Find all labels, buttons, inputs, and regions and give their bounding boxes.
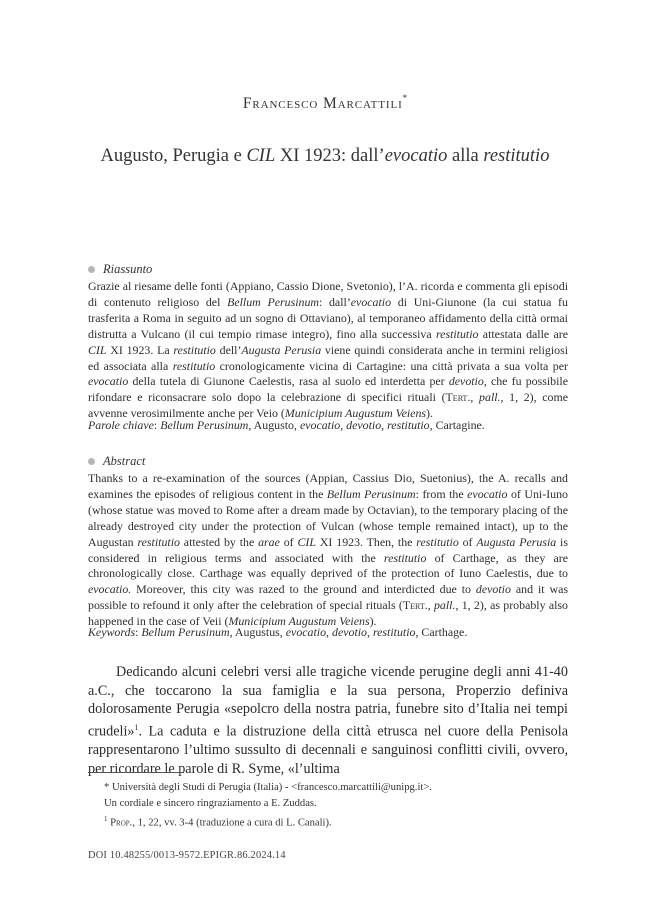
riassunto-keywords — [88, 418, 568, 434]
text-run: devotio — [346, 418, 382, 432]
footnote-thanks: Un cordiale e sincero ringraziamento a E. Zuddas. — [104, 798, 317, 809]
text-run: : — [135, 625, 142, 639]
text-run: CIL — [88, 342, 107, 357]
text-run: restitutio — [435, 326, 479, 341]
text-run: of — [458, 534, 477, 549]
text-run: of Uni-Iuno (whose statue was moved to Rome after a dream made by Octavian), to the temporary placing of the already destroyed city under the protection of Vulcan (whose temple remained intact), up to the Augustan — [88, 486, 568, 549]
text-run: restitutio — [172, 358, 216, 373]
text-run: attested by the — [179, 534, 259, 549]
text-run: Tert. — [402, 598, 428, 613]
text-run: restitutio — [137, 534, 180, 549]
article-title — [0, 146, 650, 167]
text-run: ). — [426, 406, 433, 421]
text-run: , — [326, 625, 332, 639]
text-run: , — [427, 598, 434, 613]
text-run: Parole chiave — [88, 418, 154, 432]
title-part: Augusto, Perugia e — [100, 146, 247, 166]
footnote-1-text: , 1, 22, vv. 3-4 (traduzione a cura di L. Canali). — [132, 817, 332, 829]
text-run: Grazie al riesame delle fonti (Appiano, Cassio Dione, Svetonio), l’A. ricorda e commenta gli episodi di contenuto religioso del — [88, 279, 568, 309]
text-run: devotio — [332, 625, 367, 639]
text-run: . La caduta e la distruzione della città etrusca nel cuore della Penisola rappresentarono l’ultimo sussulto di decennali e sanguinosi conflitti civili, ovvero, per ricordare le parole di R. Syme, «l’ultima — [88, 723, 568, 777]
title-part: restitutio — [483, 146, 550, 166]
author-footnote-mark: * — [402, 93, 408, 103]
body-paragraph — [88, 663, 568, 778]
text-run: Bellum Perusinum — [227, 294, 319, 309]
text-run: : from the — [415, 486, 468, 501]
text-run: restitutio — [372, 625, 416, 639]
text-run: is considered in religious terms and associated with the — [88, 534, 568, 565]
abstract-heading-text: Abstract — [103, 454, 146, 468]
text-run: 1 — [134, 722, 139, 732]
text-run: of — [279, 534, 298, 549]
text-run: ). — [369, 614, 377, 629]
text-run: Bellum Perusinum — [141, 625, 230, 639]
text-run: , 1, 2), come avvenne verosimilmente anche per Veio ( — [88, 390, 568, 421]
text-run: , — [340, 418, 347, 432]
riassunto-heading-text: Riassunto — [103, 262, 153, 276]
text-run: attestata dalle are — [478, 326, 568, 341]
text-run: devotio — [475, 582, 511, 597]
title-part: CIL — [246, 146, 276, 166]
text-run: , — [381, 418, 388, 432]
text-run: , — [470, 390, 480, 405]
text-run: and it was possible to refound it only after the celebration of special rituals ( — [88, 582, 568, 613]
text-run: Thanks to a re-examination of the sources (Appian, Cassius Dio, Suetonius), the A. recalls and examines the episodes of religious content in the — [88, 471, 568, 501]
text-run: , che fu possibile rifondare e riconsacrare solo dopo la celebrazione di specifici rituali ( — [88, 374, 568, 405]
text-run: cronologicamente vicina di Cartagine: una città privata a sua volta per — [215, 358, 568, 373]
text-run: Municipium Augustum Veiens — [284, 406, 427, 421]
text-run: pall. — [433, 598, 456, 613]
text-run: restitutio — [173, 342, 216, 357]
title-part: evocatio — [384, 146, 448, 166]
text-run: , Augusto, — [248, 418, 300, 432]
text-run: arae — [258, 534, 280, 549]
abstract-keywords — [88, 625, 568, 641]
text-run: CIL — [297, 534, 316, 549]
text-run: : — [153, 418, 161, 432]
text-run: Bellum Perusinum — [160, 418, 249, 432]
text-run: restitutio — [383, 550, 427, 565]
bullet-icon — [88, 458, 95, 465]
text-run: di Uni-Giunone (la cui statua fu trasferita a Roma in seguito ad un sogno di Ottaviano), al temporaneo affidamento della città ormai distrutta a Vulcano (il cui tempio rimase integro), fino alla successiva — [88, 294, 568, 341]
text-run: evocatio — [285, 625, 327, 639]
text-run: evocatio. — [88, 582, 132, 597]
text-run: evocatio — [299, 418, 341, 432]
text-run: devotio — [448, 374, 484, 389]
text-run: , Carthage. — [415, 625, 468, 639]
text-run: : dall’ — [318, 294, 351, 309]
text-run: , 1, 2), as probably also happened in the case of Veii ( — [88, 598, 568, 629]
text-run: evocatio — [467, 486, 508, 501]
title-part: alla — [447, 146, 484, 166]
text-run: restitutio — [416, 534, 459, 549]
title-part: XI 1923: dall’ — [275, 146, 385, 166]
author-text: Francesco Marcattili — [242, 95, 403, 112]
text-run: , Augustus, — [229, 625, 286, 639]
text-run: Augusta Perusia — [241, 342, 322, 357]
text-run: Augusta Perusia — [476, 534, 557, 549]
footnote-1-mark: 1 — [104, 815, 108, 823]
text-run: , — [367, 625, 373, 639]
riassunto-heading — [88, 262, 152, 277]
abstract-heading — [88, 454, 145, 469]
text-run: Bellum Perusinum — [326, 486, 416, 501]
text-run: pall. — [479, 390, 501, 405]
text-run: della tutela di Giunone Caelestis, rasa al suolo ed interdetta per — [128, 374, 449, 389]
text-run: dell’ — [215, 342, 242, 357]
text-run: Moreover, this city was razed to the ground and interdicted due to — [131, 582, 476, 597]
text-run: of Carthage, as they are chronologically close. Carthage was equally deprived of the protection of Iuno Caelestis, due to — [88, 550, 568, 581]
footnote-1-author: Prop. — [110, 817, 133, 829]
text-run: viene quindi considerata anche in termini religiosi ed associata alla — [88, 342, 568, 373]
riassunto-paragraph — [88, 279, 568, 422]
text-run: XI 1923. La — [106, 342, 174, 357]
text-run: Municipium Augustum Veiens — [228, 614, 370, 629]
text-run: evocatio — [350, 294, 392, 309]
author-name — [0, 93, 650, 113]
bullet-icon — [88, 266, 95, 273]
footnote-1 — [104, 812, 332, 831]
text-run: Tert. — [445, 390, 471, 405]
doi-line: DOI 10.48255/0013-9572.EPIGR.86.2024.14 — [88, 850, 286, 861]
text-run: Keywords — [88, 625, 136, 639]
text-run: restitutio — [387, 418, 430, 432]
footnote-rule — [88, 772, 184, 773]
text-run: XI 1923. Then, the — [316, 534, 417, 549]
abstract-paragraph — [88, 471, 568, 630]
footnote-affiliation: * Università degli Studi di Perugia (Italia) - <francesco.marcattili@unipg.it>. — [104, 782, 432, 793]
text-run: Dedicando alcuni celebri versi alle tragiche vicende perugine degli anni 41-40 a.C., che toccarono la sua famiglia e la sua persona, Properzio definiva dolorosamente Perugia «sepolcro della nostra patria, funebre sito d’Italia nei tempi crudeli» — [88, 664, 568, 740]
text-run: evocatio — [88, 374, 129, 389]
text-run: , Cartagine. — [429, 418, 485, 432]
